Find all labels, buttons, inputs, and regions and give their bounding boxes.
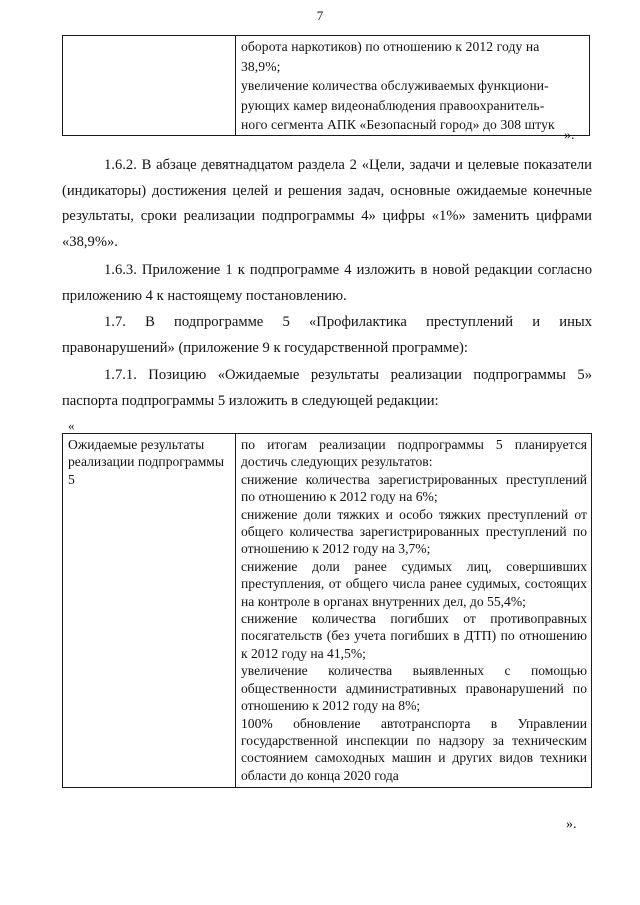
expected-results-content: [236, 434, 592, 788]
result-item: 100% обновление автотранспорта в Управлении государственной инспекции по надзору за техническим состоянием самоходных машин и других видов техники области до конца 2020 года: [241, 715, 587, 783]
paragraph-1-7-1: 1.7.1. Позицию «Ожидаемые результаты реализации подпрограммы 5» паспорта подпрограммы 5 изложить в следующей редакции:: [62, 367, 592, 409]
closing-quote: ».: [564, 128, 575, 143]
opening-quote: «: [68, 418, 75, 433]
table1-line: 38,9%;: [241, 58, 281, 74]
table1-line: рующих камер видеонаблюдения правоохранитель-: [241, 97, 545, 113]
continued-table-right-cell: [236, 36, 590, 136]
page-number: 7: [316, 8, 324, 23]
expected-results-label: Ожидаемые результаты реализации подпрограммы 5: [63, 434, 236, 788]
result-item: по итогам реализации подпрограммы 5 планируется достичь следующих результатов:: [241, 437, 587, 470]
result-item: снижение доли ранее судимых лиц, совершивших преступления, от общего числа ранее судимых, состоящих на контроле в органах внутренних дел, до 55,4%;: [241, 558, 587, 609]
result-item: снижение количества зарегистрированных преступлений по отношению к 2012 году на 6%;: [241, 471, 587, 505]
result-item: снижение количества погибших от противоправных посягательств (без учета погибших в ДТП) по отношению к 2012 году на 41,5%;: [241, 611, 587, 661]
paragraph-1-6-2: 1.6.2. В абзаце девятнадцатом раздела 2 «Цели, задачи и целевые показатели (индикаторы) достижения целей и решения задач, основные ожидаемые конечные результаты, сроки реализации подпрограммы 4» цифры «1%» заменить цифрами «38,9%».: [62, 157, 592, 250]
result-item: снижение доли тяжких и особо тяжких преступлений от общего количества зарегистрированных преступлений по отношению к 2012 году на 3,7%;: [241, 506, 587, 557]
result-item: увеличение количества выявленных с помощью общественности административных правонарушений по отношению к 2012 году на 8%;: [241, 663, 587, 714]
paragraph-1-6-3: 1.6.3. Приложение 1 к подпрограмме 4 изложить в новой редакции согласно приложению 4 к настоящему постановлению.: [62, 262, 592, 304]
table1-line: ного сегмента АПК «Безопасный город» до 308 штук: [241, 117, 555, 132]
table1-line: оборота наркотиков) по отношению к 2012 году на: [241, 39, 540, 54]
closing-quote-2: ».: [566, 817, 577, 832]
paragraph-1-7: 1.7. В подпрограмме 5 «Профилактика преступлений и иных правонарушений» (приложение 9 к государственной программе):: [62, 314, 592, 356]
continued-table: [62, 35, 590, 136]
continued-table-left-cell: [63, 36, 236, 136]
table1-line: увеличение количества обслуживаемых функциони-: [241, 78, 549, 93]
expected-results-table: [62, 433, 592, 788]
